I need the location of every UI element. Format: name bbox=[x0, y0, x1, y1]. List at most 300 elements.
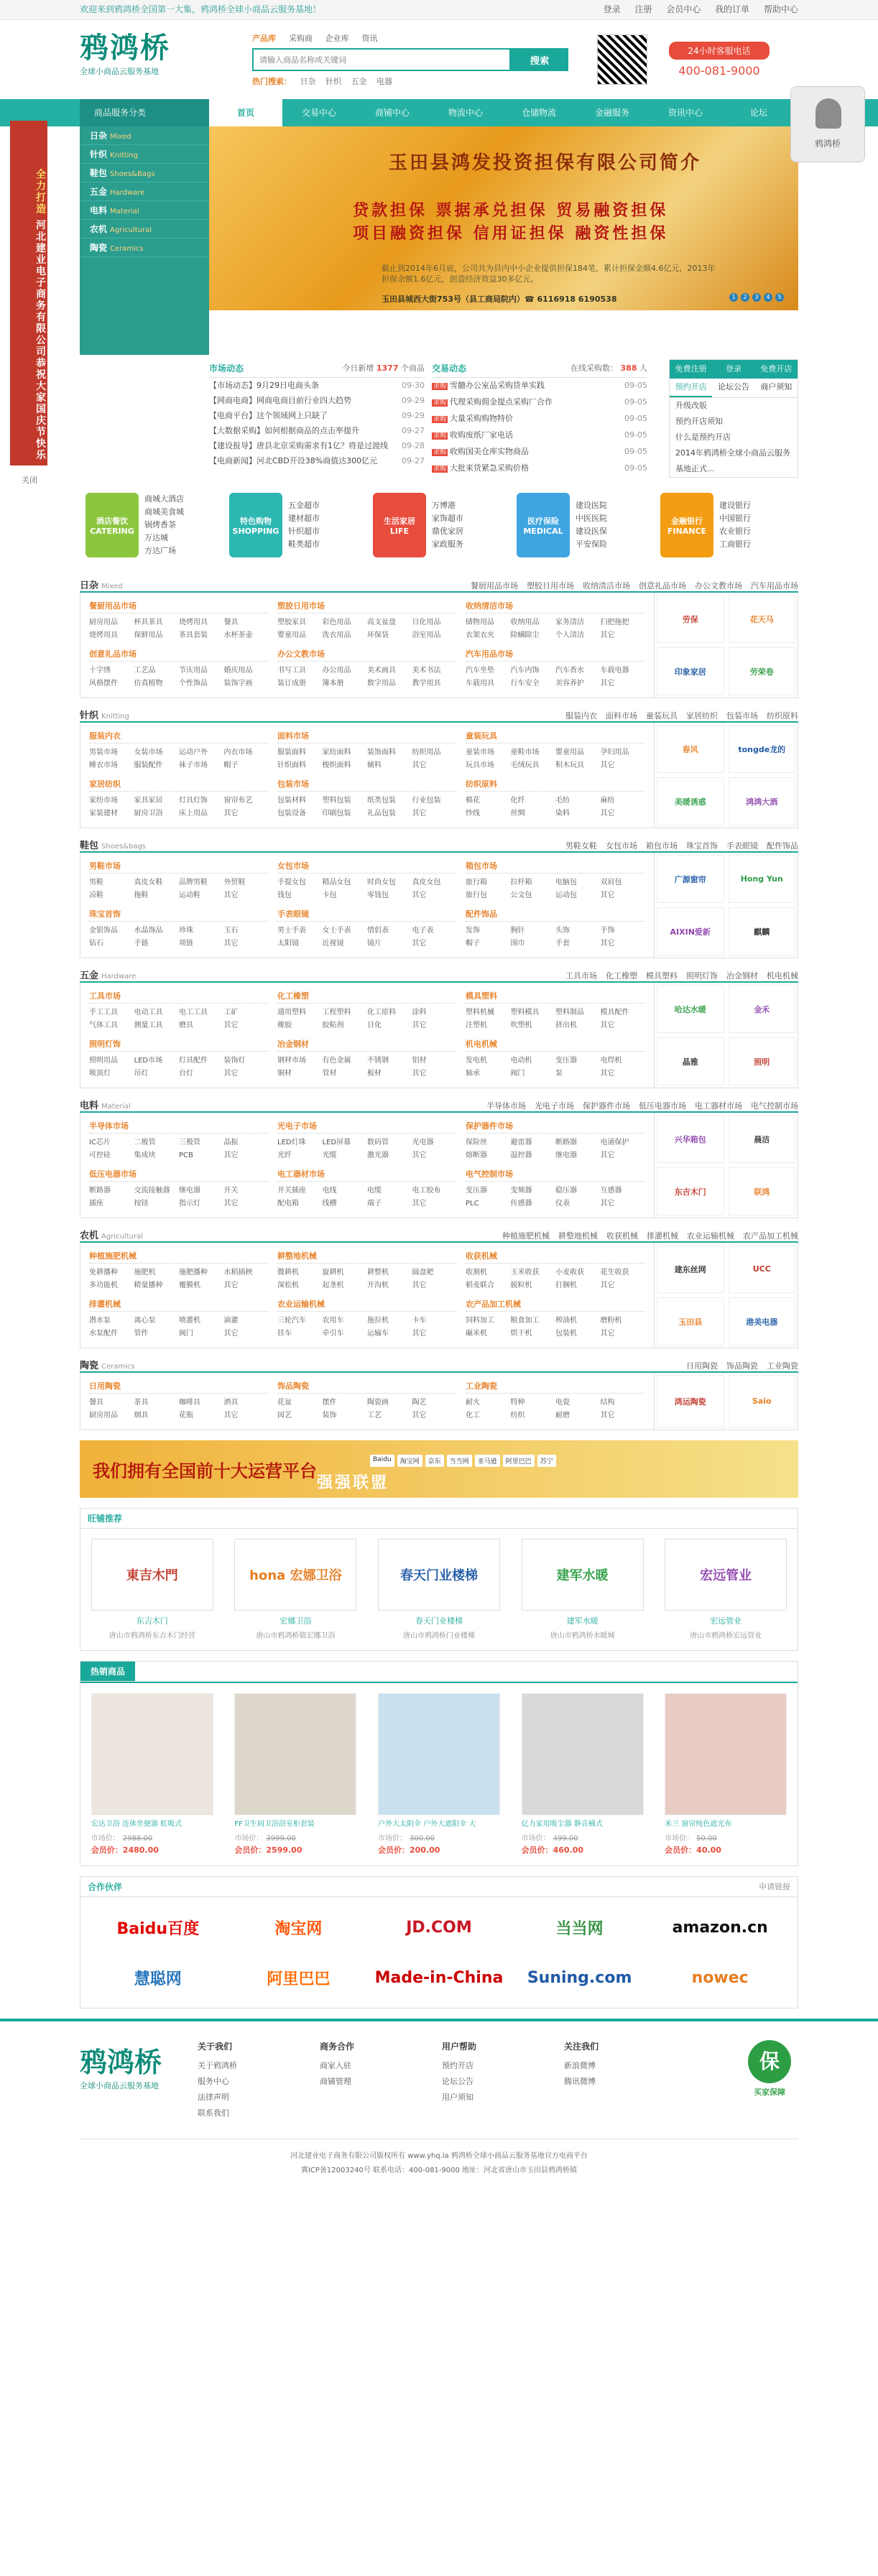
service-icon[interactable] bbox=[373, 493, 426, 557]
tab-forum-notice[interactable]: 论坛公告 bbox=[717, 382, 749, 392]
market-link[interactable]: 运输车 bbox=[367, 1330, 389, 1338]
my-orders-link[interactable]: 我的订单 bbox=[715, 4, 750, 14]
search-tab-companies[interactable]: 企业库 bbox=[325, 34, 349, 43]
brand-logo[interactable]: 花天马 bbox=[729, 595, 796, 643]
product-card[interactable] bbox=[522, 1693, 644, 1855]
market-link[interactable]: 覆膜机 bbox=[179, 1282, 200, 1289]
market-link[interactable]: 品牌男鞋 bbox=[179, 879, 208, 886]
section-subcat[interactable]: 半导体市场 bbox=[486, 1101, 526, 1111]
market-title[interactable]: 日用陶瓷 bbox=[89, 1380, 269, 1394]
market-news-title[interactable]: 市场动态 bbox=[209, 363, 244, 374]
market-link[interactable]: 吹塑机 bbox=[510, 1021, 532, 1029]
market-link[interactable]: 按钮 bbox=[134, 1200, 149, 1208]
market-link[interactable]: PLC bbox=[466, 1200, 479, 1208]
market-link[interactable]: 手工工具 bbox=[89, 1009, 118, 1016]
notice-item[interactable]: 2014年鸦鸿桥全球小商品云服务基地正式... bbox=[675, 448, 790, 473]
market-title[interactable]: 服装内衣 bbox=[89, 730, 269, 743]
market-link[interactable]: 发饰 bbox=[466, 927, 480, 935]
market-link[interactable]: 温控器 bbox=[510, 1152, 532, 1159]
market-link[interactable]: 梭织面料 bbox=[322, 761, 351, 769]
market-link[interactable]: 光纤 bbox=[277, 1152, 292, 1159]
product-card[interactable] bbox=[234, 1693, 356, 1855]
market-title[interactable]: 化工橡塑 bbox=[277, 990, 457, 1004]
section-subcat[interactable]: 手表眼镜 bbox=[726, 841, 758, 851]
section-subcat[interactable]: 农业运输机械 bbox=[687, 1231, 734, 1241]
market-link[interactable]: 吸顶灯 bbox=[89, 1070, 111, 1078]
market-link[interactable]: 避雷器 bbox=[510, 1139, 532, 1146]
market-link[interactable]: 双肩包 bbox=[600, 879, 622, 886]
brand-logo[interactable]: 玉田县 bbox=[657, 1297, 724, 1345]
category-item[interactable] bbox=[80, 201, 209, 220]
section-subcat[interactable]: 男鞋女鞋 bbox=[565, 841, 597, 851]
service-icon[interactable] bbox=[517, 493, 570, 557]
service-link[interactable]: 建材超市 bbox=[288, 514, 320, 523]
brand-logo[interactable]: 联鸿 bbox=[729, 1167, 796, 1215]
market-link[interactable]: 茶具套装 bbox=[179, 631, 208, 639]
market-link[interactable]: 服装面料 bbox=[277, 749, 306, 756]
section-subcat[interactable]: 排灌机械 bbox=[647, 1231, 678, 1241]
market-link[interactable]: 装饰灯 bbox=[223, 1057, 246, 1065]
market-link[interactable]: 太阳镜 bbox=[277, 940, 299, 948]
open-shop-button[interactable]: 免费开店 bbox=[760, 364, 792, 374]
market-title[interactable]: 农产品加工机械 bbox=[466, 1298, 645, 1312]
service-icon[interactable] bbox=[229, 493, 282, 557]
market-link[interactable]: 男鞋 bbox=[89, 879, 103, 886]
brand-logo[interactable]: tongde龙的 bbox=[729, 725, 796, 773]
market-link[interactable]: 传感器 bbox=[510, 1200, 532, 1208]
brand-logo[interactable]: 照明 bbox=[729, 1037, 796, 1085]
register-link[interactable]: 注册 bbox=[634, 4, 652, 14]
market-link[interactable]: 潜水泵 bbox=[89, 1317, 111, 1325]
hot-search-item[interactable]: 电器 bbox=[376, 77, 392, 86]
market-link[interactable]: 工艺 bbox=[367, 1412, 382, 1419]
market-link[interactable]: 包装材料 bbox=[277, 797, 306, 805]
brand-logo[interactable]: 鸿鸿大酒 bbox=[729, 777, 796, 825]
footer-link[interactable]: 腾讯微博 bbox=[564, 2077, 596, 2086]
market-link[interactable]: 水杯茶壶 bbox=[223, 631, 253, 639]
market-link[interactable]: 滴灌 bbox=[223, 1317, 239, 1325]
market-link[interactable]: 电子表 bbox=[412, 927, 434, 935]
market-link[interactable]: 日化 bbox=[367, 1021, 382, 1029]
section-subcat[interactable]: 电工器材市场 bbox=[695, 1101, 742, 1111]
market-link[interactable]: 装饰字画 bbox=[223, 680, 253, 687]
service-link[interactable]: 鞋类超市 bbox=[288, 539, 320, 549]
market-link[interactable]: 装订成册 bbox=[277, 680, 306, 687]
hot-search-item[interactable]: 五金 bbox=[351, 77, 367, 86]
store-card[interactable] bbox=[234, 1539, 356, 1640]
market-link[interactable]: 晶振 bbox=[223, 1139, 239, 1146]
market-title[interactable]: 童装玩具 bbox=[466, 730, 645, 743]
market-title[interactable]: 男鞋市场 bbox=[89, 860, 269, 874]
market-title[interactable]: 冶金钢材 bbox=[277, 1038, 457, 1052]
section-subcat[interactable]: 工具市场 bbox=[565, 971, 597, 981]
market-link[interactable]: 服装配件 bbox=[134, 761, 163, 769]
section-subcat[interactable]: 包装市场 bbox=[726, 711, 758, 721]
market-link[interactable]: 其它 bbox=[412, 1330, 427, 1338]
market-title[interactable]: 工具市场 bbox=[89, 990, 269, 1004]
market-link[interactable]: 磨粉机 bbox=[600, 1317, 622, 1325]
market-link[interactable]: 铜材 bbox=[277, 1070, 292, 1078]
market-link[interactable]: 磨具 bbox=[179, 1021, 193, 1029]
market-title[interactable]: 保护器件市场 bbox=[466, 1120, 645, 1134]
news-item[interactable] bbox=[209, 378, 425, 393]
market-link[interactable]: 阀门 bbox=[179, 1330, 193, 1338]
market-link[interactable]: 精量播种 bbox=[134, 1282, 163, 1289]
footer-link[interactable]: 商家入驻 bbox=[320, 2061, 352, 2070]
market-link[interactable]: 凉鞋 bbox=[89, 891, 103, 899]
market-link[interactable]: 其它 bbox=[223, 1330, 239, 1338]
section-subcat[interactable]: 耕整地机械 bbox=[558, 1231, 598, 1241]
market-link[interactable]: 镜片 bbox=[367, 940, 382, 948]
service-link[interactable]: 中医医院 bbox=[576, 514, 607, 523]
market-link[interactable]: 圆盘耙 bbox=[412, 1269, 434, 1277]
brand-logo[interactable]: 东吉木门 bbox=[657, 1167, 724, 1215]
market-link[interactable]: 公文包 bbox=[510, 891, 532, 899]
market-link[interactable]: 钢材市场 bbox=[277, 1057, 306, 1065]
market-link[interactable]: 个性饰品 bbox=[179, 680, 208, 687]
category-item[interactable] bbox=[80, 238, 209, 257]
market-link[interactable]: 睡衣市场 bbox=[89, 761, 118, 769]
market-link[interactable]: 其它 bbox=[600, 1152, 615, 1159]
market-link[interactable]: 毛纺 bbox=[555, 797, 570, 805]
service-link[interactable]: 鼎优家居 bbox=[432, 527, 463, 536]
market-link[interactable]: 其它 bbox=[412, 940, 427, 948]
notice-item[interactable]: 什么是预约开店 bbox=[675, 432, 731, 442]
help-center-link[interactable]: 帮助中心 bbox=[763, 4, 798, 14]
login-button[interactable]: 登录 bbox=[725, 364, 741, 374]
market-link[interactable]: 餐具 bbox=[89, 1399, 103, 1407]
market-link[interactable]: 玩具市场 bbox=[466, 761, 494, 769]
market-link[interactable]: 帽子 bbox=[466, 940, 480, 948]
market-link[interactable]: 发电机 bbox=[466, 1057, 487, 1065]
market-link[interactable]: 孕妇用品 bbox=[600, 749, 629, 756]
market-link[interactable]: 稳压器 bbox=[555, 1187, 577, 1195]
banner-dot[interactable]: 5 bbox=[775, 293, 784, 302]
market-link[interactable]: 其它 bbox=[412, 1021, 427, 1029]
market-title[interactable]: 工业陶瓷 bbox=[466, 1380, 645, 1394]
store-card[interactable] bbox=[665, 1539, 787, 1640]
apply-link[interactable]: 申请链接 bbox=[759, 1882, 790, 1891]
market-link[interactable]: 装饰面料 bbox=[367, 749, 396, 756]
market-link[interactable]: 花瓶 bbox=[179, 1412, 193, 1419]
section-name[interactable] bbox=[80, 838, 146, 851]
nav-item-home[interactable]: 首页 bbox=[209, 99, 282, 126]
store-card[interactable] bbox=[91, 1539, 213, 1640]
market-link[interactable]: 棉花 bbox=[466, 797, 480, 805]
market-link[interactable]: 集成块 bbox=[134, 1152, 156, 1159]
service-link[interactable]: 家政服务 bbox=[432, 539, 463, 549]
partner-logo[interactable]: Suning.com bbox=[527, 1968, 632, 1987]
market-link[interactable]: LED屏幕 bbox=[322, 1139, 351, 1146]
service-link[interactable]: 商城美食城 bbox=[144, 507, 184, 516]
market-link[interactable]: 钻石 bbox=[89, 940, 103, 948]
market-link[interactable]: 保鲜用品 bbox=[134, 631, 163, 639]
market-link[interactable]: 灯具配件 bbox=[179, 1057, 208, 1065]
market-link[interactable]: 熔断器 bbox=[466, 1152, 487, 1159]
market-link[interactable]: 手套 bbox=[555, 940, 570, 948]
market-link[interactable]: 变压器 bbox=[555, 1057, 577, 1065]
market-link[interactable]: 其它 bbox=[600, 631, 615, 639]
market-link[interactable]: 除螨除尘 bbox=[510, 631, 540, 639]
category-item[interactable] bbox=[80, 182, 209, 201]
market-link[interactable]: 日化用品 bbox=[412, 618, 441, 626]
partner-logo[interactable]: Made-in-China bbox=[374, 1968, 504, 1987]
market-link[interactable]: 深松机 bbox=[277, 1282, 299, 1289]
market-link[interactable]: 家纺面料 bbox=[322, 749, 351, 756]
market-link[interactable]: 电动机 bbox=[510, 1057, 532, 1065]
market-title[interactable]: 耕整地机械 bbox=[277, 1250, 457, 1264]
market-title[interactable]: 电工器材市场 bbox=[277, 1168, 457, 1182]
category-menu-title[interactable]: 商品服务分类 bbox=[80, 99, 209, 126]
news-item[interactable] bbox=[209, 423, 425, 438]
market-link[interactable]: 管材 bbox=[322, 1070, 337, 1078]
brand-logo[interactable]: 鸿运陶瓷 bbox=[657, 1375, 724, 1427]
market-title[interactable]: 塑胶日用市场 bbox=[277, 600, 457, 613]
market-title[interactable]: 收纳清洁市场 bbox=[466, 600, 645, 613]
news-item[interactable] bbox=[209, 408, 425, 423]
brand-logo[interactable]: 印象家居 bbox=[657, 647, 724, 695]
register-button[interactable]: 免费注册 bbox=[675, 364, 707, 374]
category-item[interactable] bbox=[80, 220, 209, 238]
market-link[interactable]: 电线 bbox=[322, 1187, 337, 1195]
market-link[interactable]: 涂料 bbox=[412, 1009, 427, 1016]
section-subcat[interactable]: 饰品陶瓷 bbox=[726, 1361, 758, 1371]
market-link[interactable]: 仪表 bbox=[555, 1200, 570, 1208]
market-link[interactable]: 汽车内饰 bbox=[510, 667, 540, 675]
market-link[interactable]: 运动包 bbox=[555, 891, 577, 899]
nav-item-shops[interactable]: 商铺中心 bbox=[374, 108, 410, 118]
brand-logo[interactable]: Saio bbox=[729, 1375, 796, 1427]
market-link[interactable]: 针织面料 bbox=[277, 761, 306, 769]
news-item[interactable] bbox=[209, 393, 425, 408]
market-link[interactable]: 其它 bbox=[600, 1070, 615, 1078]
market-link[interactable]: 旋耕机 bbox=[322, 1269, 344, 1277]
market-title[interactable]: 收获机械 bbox=[466, 1250, 645, 1264]
market-link[interactable]: 其它 bbox=[223, 810, 239, 817]
market-link[interactable]: 开沟机 bbox=[367, 1282, 389, 1289]
market-title[interactable]: 餐厨用品市场 bbox=[89, 600, 269, 613]
section-subcat[interactable]: 服装内衣 bbox=[565, 711, 597, 721]
market-link[interactable]: 配电箱 bbox=[277, 1200, 299, 1208]
market-title[interactable]: 箱包市场 bbox=[466, 860, 645, 874]
market-link[interactable]: 其它 bbox=[600, 761, 615, 769]
market-link[interactable]: 其它 bbox=[412, 1282, 427, 1289]
market-link[interactable]: 通用塑料 bbox=[277, 1009, 306, 1016]
market-title[interactable]: 珠宝首饰 bbox=[89, 908, 269, 922]
market-link[interactable]: 烘干机 bbox=[510, 1330, 532, 1338]
market-link[interactable]: 电工胶布 bbox=[412, 1187, 441, 1195]
market-link[interactable]: 袜子市场 bbox=[179, 761, 208, 769]
market-link[interactable]: 男装市场 bbox=[89, 749, 118, 756]
partner-logo[interactable]: nowec bbox=[691, 1968, 749, 1987]
market-link[interactable]: 情侣表 bbox=[367, 927, 389, 935]
market-link[interactable]: 女装市场 bbox=[134, 749, 163, 756]
market-link[interactable]: 结构 bbox=[600, 1399, 615, 1407]
market-link[interactable]: 打捆机 bbox=[555, 1282, 577, 1289]
partner-logo[interactable]: JD.COM bbox=[406, 1918, 472, 1937]
market-title[interactable]: 面料市场 bbox=[277, 730, 457, 743]
nav-item-warehouse[interactable]: 仓储物流 bbox=[521, 108, 556, 118]
market-link[interactable]: 真皮女包 bbox=[412, 879, 441, 886]
market-link[interactable]: 彩色用品 bbox=[322, 618, 351, 626]
market-link[interactable]: 电缆 bbox=[367, 1187, 382, 1195]
market-link[interactable]: 卡包 bbox=[322, 891, 337, 899]
platform-ad[interactable] bbox=[80, 1440, 798, 1498]
nav-item-trade[interactable]: 交易中心 bbox=[301, 108, 336, 118]
market-title[interactable]: 手表眼镜 bbox=[277, 908, 457, 922]
market-link[interactable]: 挤出机 bbox=[555, 1021, 577, 1029]
banner-dot[interactable]: 3 bbox=[752, 293, 761, 302]
market-link[interactable]: 节庆用品 bbox=[179, 667, 208, 675]
footer-link[interactable]: 论坛公告 bbox=[442, 2077, 474, 2086]
nav-item-forum[interactable]: 论坛 bbox=[749, 108, 767, 118]
footer-link[interactable]: 服务中心 bbox=[198, 2077, 230, 2086]
market-link[interactable]: 特种 bbox=[510, 1399, 525, 1407]
section-subcat[interactable]: 种植施肥机械 bbox=[502, 1231, 550, 1241]
market-link[interactable]: 其它 bbox=[223, 1021, 239, 1029]
market-link[interactable]: 咖啡具 bbox=[179, 1399, 200, 1407]
market-link[interactable]: 浴室用品 bbox=[412, 631, 441, 639]
market-link[interactable]: 橡胶 bbox=[277, 1021, 292, 1029]
section-name[interactable] bbox=[80, 968, 136, 981]
market-title[interactable]: 配件饰品 bbox=[466, 908, 645, 922]
market-link[interactable]: 丝绸 bbox=[510, 810, 525, 817]
market-link[interactable]: 水稻插秧 bbox=[223, 1269, 253, 1277]
market-link[interactable]: 互感器 bbox=[600, 1187, 622, 1195]
section-subcat[interactable]: 保护器件市场 bbox=[583, 1101, 630, 1111]
market-link[interactable]: 碾米机 bbox=[466, 1330, 487, 1338]
market-link[interactable]: 真皮女鞋 bbox=[134, 879, 163, 886]
brand-logo[interactable]: 金禾 bbox=[729, 985, 796, 1033]
service-link[interactable]: 平安保险 bbox=[576, 539, 607, 549]
partner-logo[interactable]: 当当网 bbox=[555, 1919, 604, 1938]
tab-merchant-notice[interactable]: 商户须知 bbox=[760, 382, 792, 392]
market-link[interactable]: 光电器 bbox=[412, 1139, 434, 1146]
market-link[interactable]: 电工工具 bbox=[179, 1009, 208, 1016]
market-link[interactable]: 环保袋 bbox=[367, 631, 389, 639]
market-link[interactable]: 男士手表 bbox=[277, 927, 306, 935]
market-link[interactable]: 陶艺 bbox=[412, 1399, 427, 1407]
brand-logo[interactable]: 建东丝网 bbox=[657, 1245, 724, 1293]
market-title[interactable]: 电气控制市场 bbox=[466, 1168, 645, 1182]
market-link[interactable]: 储物用品 bbox=[466, 618, 494, 626]
market-link[interactable]: 稻麦联合 bbox=[466, 1282, 494, 1289]
market-link[interactable]: 包装设备 bbox=[277, 810, 306, 817]
trade-item[interactable] bbox=[432, 378, 647, 394]
market-link[interactable]: 注塑机 bbox=[466, 1021, 487, 1029]
nav-item-news[interactable]: 资讯中心 bbox=[667, 108, 703, 118]
market-link[interactable]: 拖拉机 bbox=[367, 1317, 389, 1325]
brand-logo[interactable]: 港美电器 bbox=[729, 1297, 796, 1345]
market-link[interactable]: 电脑包 bbox=[555, 879, 577, 886]
market-link[interactable]: 有色金属 bbox=[322, 1057, 351, 1065]
market-title[interactable]: 机电机械 bbox=[466, 1038, 645, 1052]
market-link[interactable]: 烧烤用具 bbox=[179, 618, 208, 626]
market-link[interactable]: 其它 bbox=[223, 1152, 239, 1159]
market-link[interactable]: 床上用品 bbox=[179, 810, 208, 817]
partner-logo[interactable]: 慧聪网 bbox=[134, 1970, 182, 1988]
market-link[interactable]: 激光器 bbox=[367, 1152, 389, 1159]
service-link[interactable]: 家饰超市 bbox=[432, 514, 463, 523]
market-link[interactable]: 收纳用品 bbox=[510, 618, 540, 626]
section-subcat[interactable]: 收纳清洁市场 bbox=[583, 581, 630, 590]
market-link[interactable]: 车载用具 bbox=[466, 680, 494, 687]
section-subcat[interactable]: 汽车用品市场 bbox=[751, 581, 798, 590]
service-link[interactable]: 建设医院 bbox=[576, 501, 607, 510]
market-link[interactable]: 化工 bbox=[466, 1412, 480, 1419]
footer-logo[interactable] bbox=[80, 2040, 162, 2121]
market-link[interactable]: 农用车 bbox=[322, 1317, 344, 1325]
section-subcat[interactable]: 创意礼品市场 bbox=[639, 581, 686, 590]
partner-logo[interactable]: Baidu百度 bbox=[116, 1919, 200, 1938]
market-link[interactable]: 线槽 bbox=[322, 1200, 337, 1208]
market-link[interactable]: 包装机 bbox=[555, 1330, 577, 1338]
section-name[interactable] bbox=[80, 708, 129, 721]
market-link[interactable]: 台灯 bbox=[179, 1070, 193, 1078]
brand-logo[interactable]: 晨洁 bbox=[729, 1115, 796, 1163]
site-logo[interactable] bbox=[80, 31, 202, 88]
market-link[interactable]: 运动鞋 bbox=[179, 891, 200, 899]
market-link[interactable]: 手链 bbox=[134, 940, 149, 948]
market-title[interactable]: 低压电器市场 bbox=[89, 1168, 269, 1182]
market-link[interactable]: IC芯片 bbox=[89, 1139, 111, 1146]
market-link[interactable]: 时尚女包 bbox=[367, 879, 396, 886]
market-link[interactable]: 纸类包装 bbox=[367, 797, 396, 805]
trade-item[interactable] bbox=[432, 394, 647, 411]
partner-logo[interactable]: 淘宝网 bbox=[274, 1919, 323, 1938]
market-title[interactable]: 包装市场 bbox=[277, 778, 457, 792]
market-link[interactable]: 风格摆件 bbox=[89, 680, 118, 687]
market-link[interactable]: 婴童用品 bbox=[555, 749, 584, 756]
market-title[interactable]: 模具塑料 bbox=[466, 990, 645, 1004]
market-link[interactable]: 行业包装 bbox=[412, 797, 441, 805]
service-link[interactable]: 五金超市 bbox=[288, 501, 320, 510]
market-link[interactable]: 茶具 bbox=[134, 1399, 149, 1407]
market-link[interactable]: LED市场 bbox=[134, 1057, 163, 1065]
market-link[interactable]: 染料 bbox=[555, 810, 570, 817]
news-item[interactable] bbox=[209, 453, 425, 468]
trade-news-title[interactable]: 交易动态 bbox=[432, 363, 467, 374]
market-link[interactable]: 吊灯 bbox=[134, 1070, 149, 1078]
market-link[interactable]: 水泵配件 bbox=[89, 1330, 118, 1338]
market-title[interactable]: 种植施肥机械 bbox=[89, 1250, 269, 1264]
service-link[interactable]: 针织超市 bbox=[288, 527, 320, 536]
market-title[interactable]: 创意礼品市场 bbox=[89, 648, 269, 662]
market-link[interactable]: 旅行箱 bbox=[466, 879, 487, 886]
market-link[interactable]: 数码管 bbox=[367, 1139, 389, 1146]
market-link[interactable]: 三轮汽车 bbox=[277, 1317, 306, 1325]
market-link[interactable]: 离心泵 bbox=[134, 1317, 156, 1325]
section-name[interactable] bbox=[80, 578, 123, 591]
market-link[interactable]: LED灯珠 bbox=[277, 1139, 306, 1146]
market-title[interactable]: 光电子市场 bbox=[277, 1120, 457, 1134]
market-link[interactable]: 其它 bbox=[223, 940, 239, 948]
market-link[interactable]: 其它 bbox=[600, 891, 615, 899]
brand-logo[interactable]: 哈达水暖 bbox=[657, 985, 724, 1033]
banner-dot[interactable]: 2 bbox=[741, 293, 749, 302]
service-link[interactable]: 万博港 bbox=[432, 501, 456, 510]
market-link[interactable]: 装饰 bbox=[322, 1412, 337, 1419]
section-subcat[interactable]: 机电机械 bbox=[767, 971, 798, 981]
market-link[interactable]: 数字用品 bbox=[367, 680, 396, 687]
market-link[interactable]: 塑胶家具 bbox=[277, 618, 306, 626]
market-link[interactable]: 旅行包 bbox=[466, 891, 487, 899]
member-center-link[interactable]: 会员中心 bbox=[666, 4, 701, 14]
market-link[interactable]: 插座 bbox=[89, 1200, 103, 1208]
market-link[interactable]: 汽车坐垫 bbox=[466, 667, 494, 675]
partner-logo[interactable]: 阿里巴巴 bbox=[267, 1970, 331, 1988]
market-link[interactable]: 陶瓷画 bbox=[367, 1399, 389, 1407]
